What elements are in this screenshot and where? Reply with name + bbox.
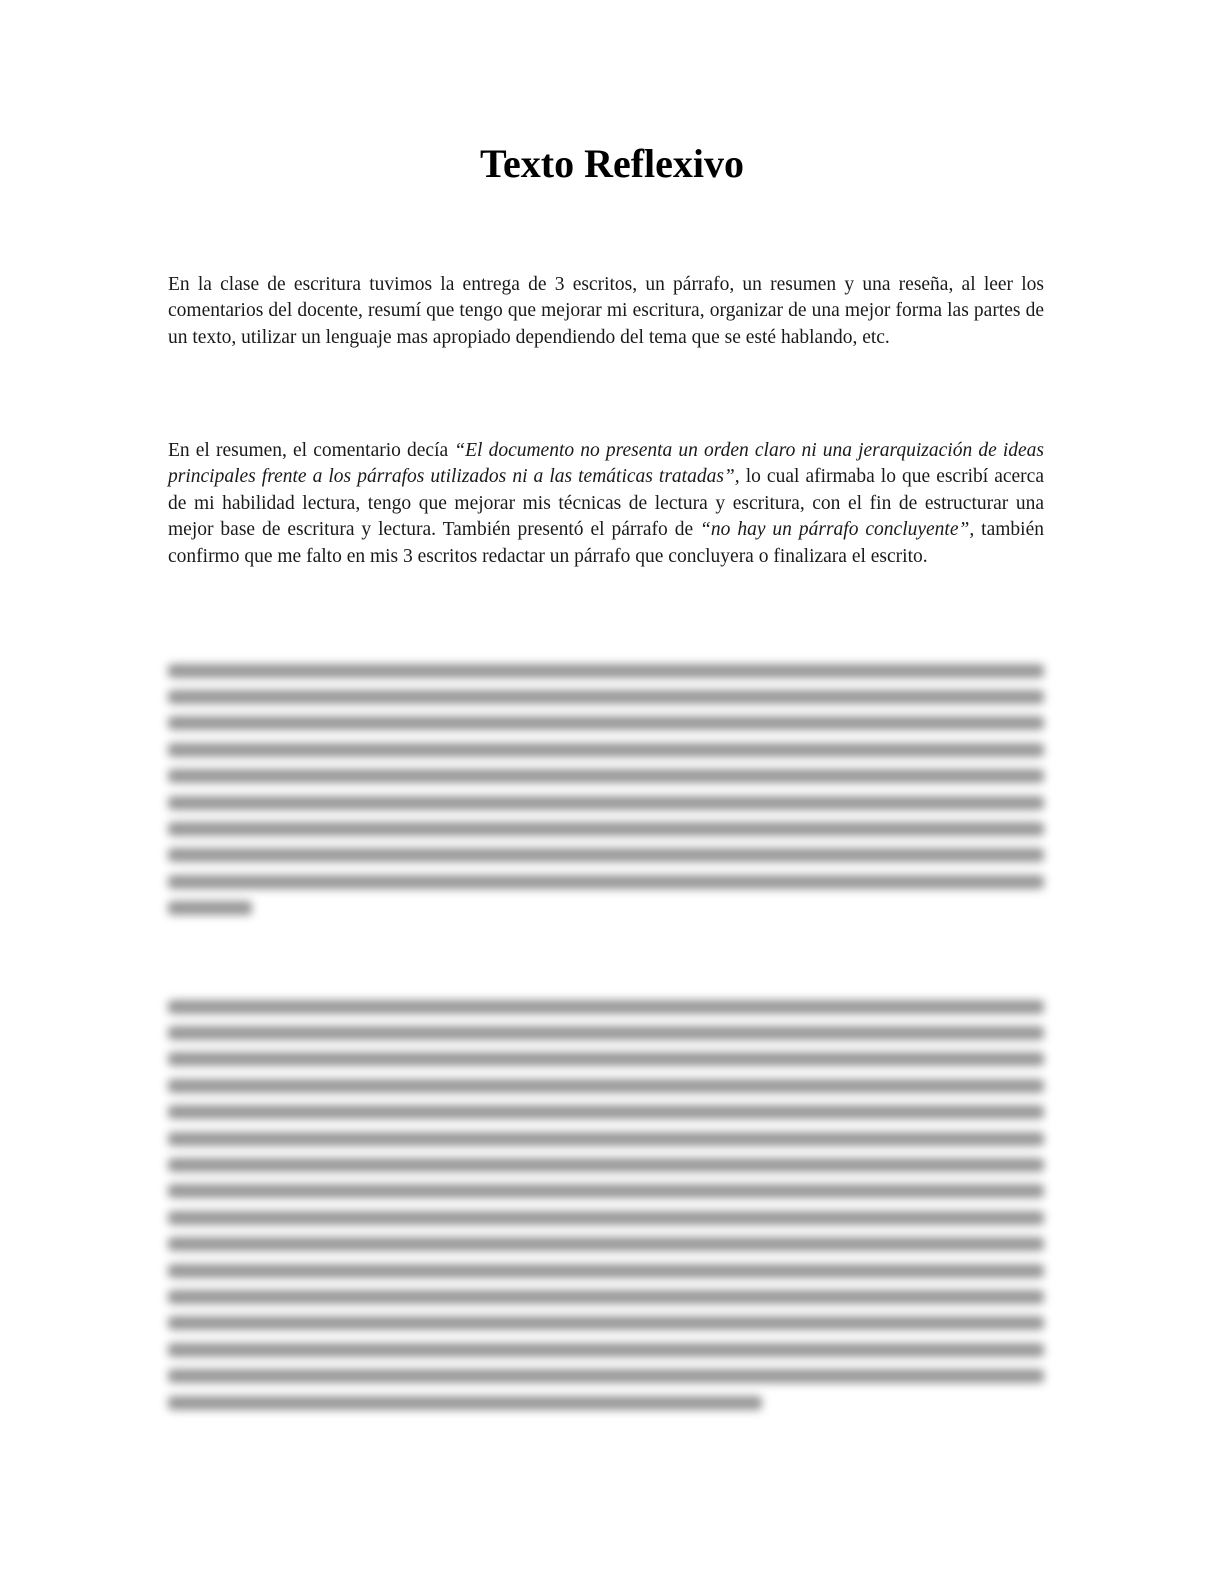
blurred-text-block — [168, 994, 1044, 1424]
paragraph-2 — [168, 438, 1044, 570]
paragraph-2-quote-1: “El documento no presenta un orden claro ni una jerarquización de ideas principales frente a los párrafos utilizados ni a las temáticas tratadas”, — [168, 440, 1044, 488]
blurred-paragraph-3 — [168, 658, 1044, 936]
blurred-text-block — [168, 658, 1044, 928]
paragraph-1: En la clase de escritura tuvimos la entrega de 3 escritos, un párrafo, un resumen y una reseña, al leer los comentarios del docente, resumí que tengo que mejorar mi escritura, organizar de una mejor forma las partes de un texto, utilizar un lenguaje mas apropiado dependiendo del tema que se esté hablando, etc. — [168, 274, 1044, 348]
paragraph-2-text-c: también confirmo que me falto en mis 3 escritos redactar un párrafo que concluyera o finalizara el escrito. — [168, 519, 1044, 567]
paragraph-2-quote-2: “no hay un párrafo concluyente”, — [700, 519, 975, 541]
document-title: Texto Reflexivo — [479, 141, 745, 186]
blurred-paragraph-4 — [168, 994, 1044, 1432]
paragraph-2-text-b: lo cual afirmaba lo que escribí acerca de mi habilidad lectura, tengo que mejorar mis técnicas de lectura y escritura, con el fin de estructurar una mejor base de escritura y lectura. También presentó el párrafo de — [168, 466, 1044, 541]
paragraph-2-text-a: En el resumen, el comentario decía — [168, 440, 455, 461]
